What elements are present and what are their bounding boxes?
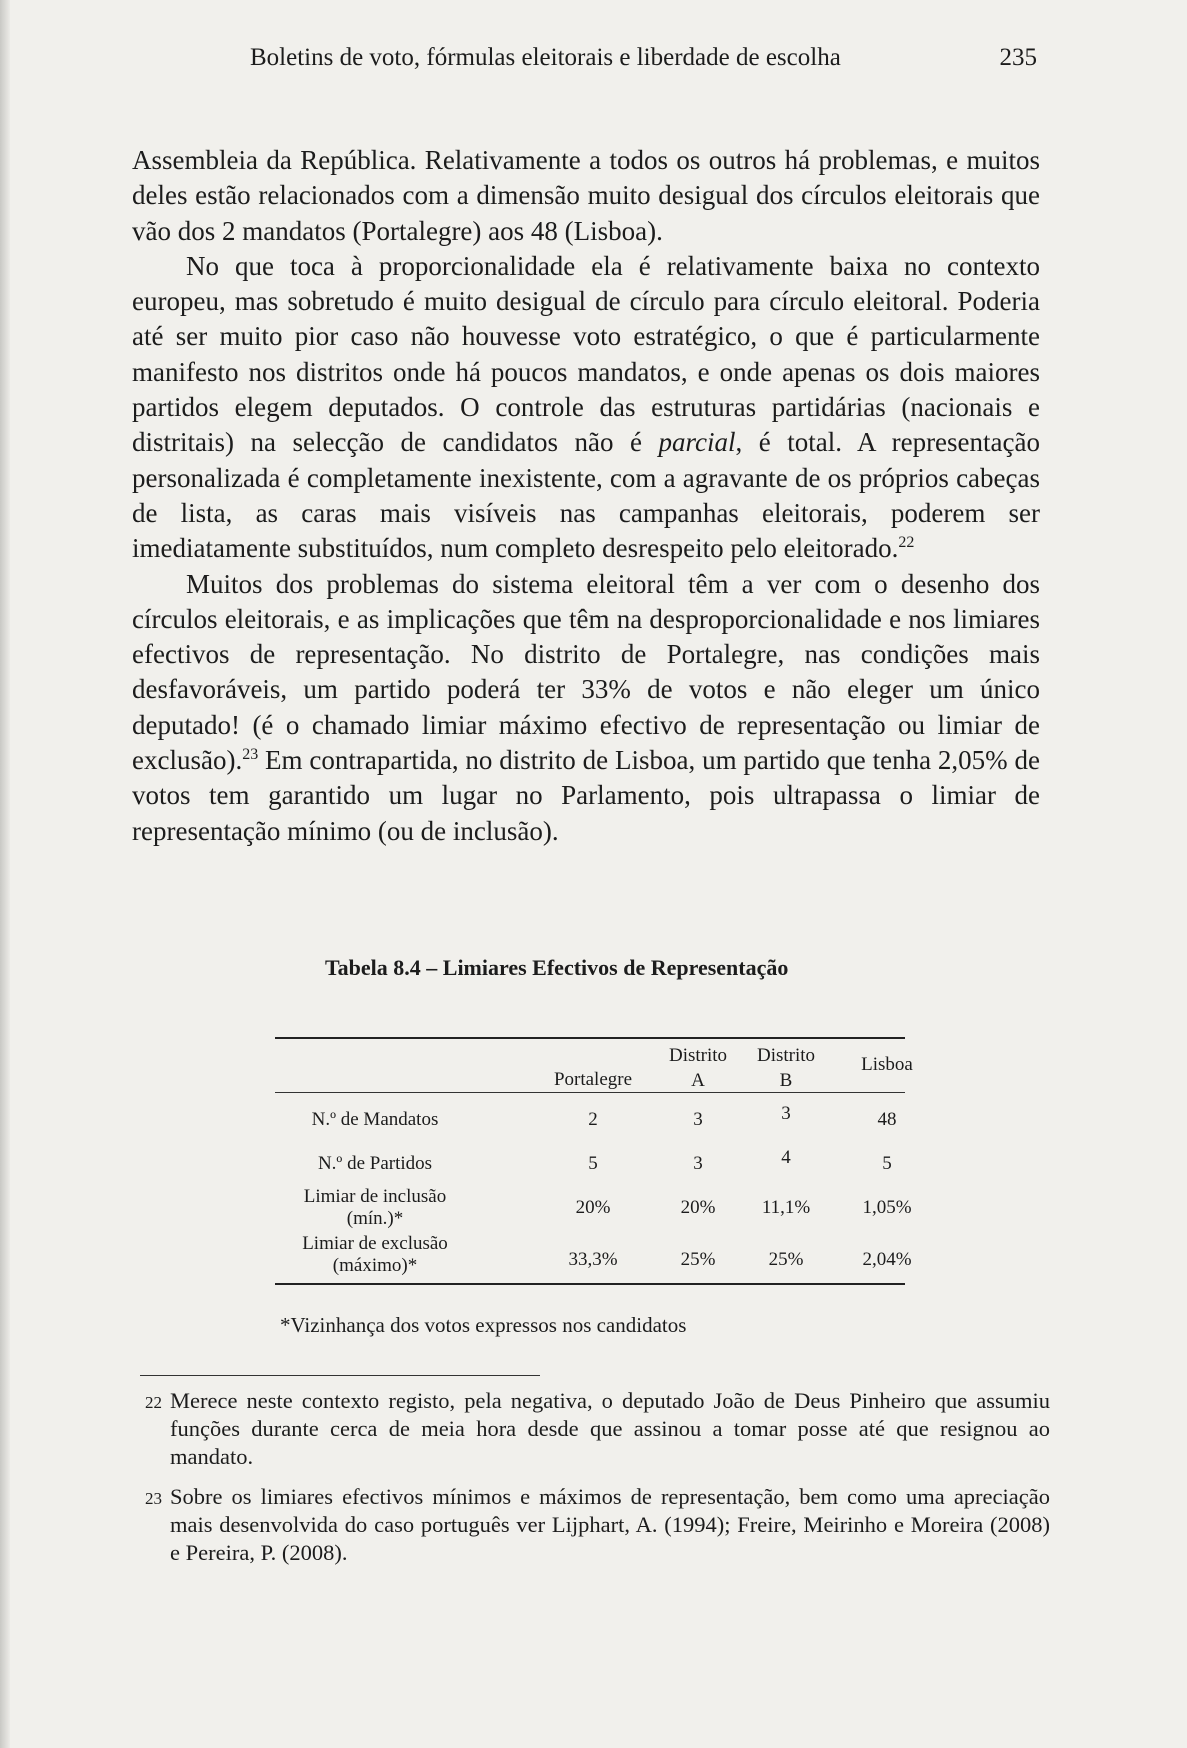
page-number: 235 xyxy=(999,44,1037,71)
table-cell-2-2: 11,1% xyxy=(761,1197,811,1218)
running-header-title: Boletins de voto, fórmulas eleitorais e liberdade de escolha xyxy=(250,44,841,71)
thresholds-table xyxy=(275,1037,913,1276)
table-cell-0-1: 3 xyxy=(693,1109,703,1130)
paragraph-2-text-a: No que toca à proporcionalidade ela é relativamente baixa no contexto europeu, mas sobretudo é muito desigual de círculo para círculo eleitoral. Poderia até ser muito pior caso não houvesse voto estratégico, o que é particularmente manifesto nos distritos onde há poucos mandatos, e onde apenas os dois maiores partidos elegem deputados. O controle das estruturas partidárias (nacionais e distritais) na selecção de candidatos não é xyxy=(132,250,1040,458)
paragraph-2-text-b: , é total. A representação personalizada é completamente inexistente, com a agravante de os próprios cabeças de lista, as caras mais visíveis nas campanhas eleitorais, poderem ser imediatamente substituídos, num completo desrespeito pelo eleitorado. xyxy=(132,427,1040,564)
paragraph-3-text-b: Em contrapartida, no distrito de Lisboa, um partido que tenha 2,05% de votos tem garantido um lugar no Parlamento, pois ultrapassa o limiar de representação mínimo (ou de inclusão). xyxy=(132,745,1040,846)
footnote-ref-23[interactable]: 23 xyxy=(242,746,259,764)
footnote-number: 22 xyxy=(145,1393,162,1412)
page-edge-shadow xyxy=(0,0,10,1748)
footnote-23 xyxy=(145,1483,1050,1567)
paragraph-2 xyxy=(132,249,1040,567)
table-cell-1-3: 5 xyxy=(882,1153,892,1174)
table-note: *Vizinhança dos votos expressos nos candidatos xyxy=(280,1313,687,1337)
paragraph-3 xyxy=(132,567,1040,849)
table-cell-3-3: 2,04% xyxy=(862,1249,912,1270)
footnote-22 xyxy=(145,1387,1050,1471)
column-header-3-line-0: Lisboa xyxy=(861,1054,913,1075)
footnotes xyxy=(145,1387,1050,1579)
table-cell-1-1: 3 xyxy=(693,1153,703,1174)
row-label-2-line-1: (mín.)* xyxy=(346,1208,404,1229)
row-label-0-line-0: N.º de Mandatos xyxy=(311,1109,439,1130)
column-header-2-line-0: Distrito xyxy=(756,1045,816,1066)
paragraph-3-text-a: Muitos dos problemas do sistema eleitoral têm a ver com o desenho dos círculos eleitorais, e as implicações que têm na desproporcionalidade e nos limiares efectivos de representação. No distrito de Portalegre, nas condições mais desfavoráveis, um partido poderá ter 33% de votos e não eleger um único deputado! (é o chamado limiar máximo efectivo de representação ou limiar de exclusão). xyxy=(132,568,1040,776)
table-cell-1-2: 4 xyxy=(781,1147,791,1168)
table-cell-3-2: 25% xyxy=(768,1249,804,1270)
table-cell-0-2: 3 xyxy=(781,1103,791,1124)
body-text xyxy=(132,143,1040,849)
column-header-2-line-1: B xyxy=(779,1070,793,1091)
column-header-1-line-1: A xyxy=(691,1070,705,1091)
footnote-text: Merece neste contexto registo, pela negativa, o deputado João de Deus Pinheiro que assumiu funções durante cerca de meia hora desde que assinou a tomar posse até que resignou ao mandato. xyxy=(170,1388,1050,1469)
table-cell-2-1: 20% xyxy=(680,1197,716,1218)
table-cell-3-1: 25% xyxy=(680,1249,716,1270)
column-header-1-line-0: Distrito xyxy=(668,1045,728,1066)
row-label-1-line-0: N.º de Partidos xyxy=(317,1153,433,1174)
table-cell-0-3: 48 xyxy=(877,1109,897,1130)
table-rule-top xyxy=(275,1037,905,1039)
paragraph-2-italic: parcial xyxy=(658,427,736,458)
column-header-0-line-0: Portalegre xyxy=(553,1069,633,1090)
table-rule-bottom xyxy=(275,1283,905,1285)
table-cell-1-0: 5 xyxy=(588,1153,598,1174)
footnote-number: 23 xyxy=(145,1489,162,1508)
footnote-text: Sobre os limiares efectivos mínimos e máximos de representação, bem como uma apreciação mais desenvolvida do caso português ver Lijphart, A. (1994); Freire, Meirinho e Moreira (2008) e Pereira, P. (2008). xyxy=(170,1484,1050,1565)
paragraph-1: Assembleia da República. Relativamente a todos os outros há problemas, e muitos deles estão relacionados com a dimensão muito desigual dos círculos eleitorais que vão dos 2 mandatos (Portalegre) aos 48 (Lisboa). xyxy=(132,145,1040,246)
table-caption: Tabela 8.4 – Limiares Efectivos de Representação xyxy=(325,955,789,980)
table-cell-2-0: 20% xyxy=(575,1197,611,1218)
row-label-3-line-0: Limiar de exclusão xyxy=(302,1233,448,1254)
table-cell-0-0: 2 xyxy=(588,1109,598,1130)
footnote-separator xyxy=(140,1375,540,1376)
footnote-ref-22[interactable]: 22 xyxy=(898,534,915,552)
row-label-2-line-0: Limiar de inclusão xyxy=(303,1186,447,1207)
table-cell-3-0: 33,3% xyxy=(568,1249,618,1270)
row-label-3-line-1: (máximo)* xyxy=(332,1255,418,1276)
table-rule-header xyxy=(275,1092,905,1093)
table-cell-2-3: 1,05% xyxy=(862,1197,912,1218)
